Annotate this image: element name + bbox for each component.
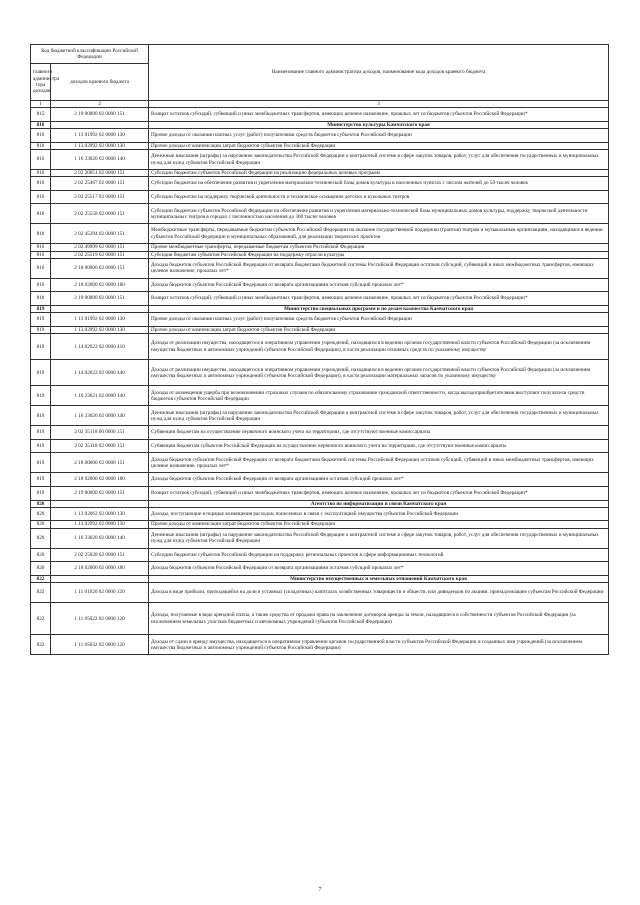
table-row	[31, 108, 609, 122]
revenue-codes-table	[30, 44, 609, 655]
table-row	[31, 528, 609, 548]
revenue-code-cell	[51, 500, 149, 507]
revenue-name-cell: Министерство культуры Камчатского края	[149, 121, 609, 128]
admin-code-cell: 822	[31, 575, 51, 582]
admin-code-cell: 820	[31, 521, 51, 528]
revenue-code-cell: 1 14 02022 02 0000 410	[51, 334, 149, 360]
section-row	[31, 500, 609, 507]
section-row	[31, 575, 609, 582]
revenue-code-cell: 2 02 20051 02 0000 151	[51, 169, 149, 176]
revenue-name-cell: Доходы от реализации имущества, находящегося в оперативном управлении учреждений, находящихся в ведении органов государственной власти субъектов Российской Федерации (за исключением имущества бюджетных и автономных учреждений субъектов Российской Федерации), в части реализации материальных запасов по указанному имуществу	[149, 360, 609, 386]
admin-code-cell: 819	[31, 360, 51, 386]
header-num-2: 2	[51, 101, 149, 108]
revenue-name-cell: Министерство имущественных и земельных отношений Камчатского края	[149, 575, 609, 582]
table-row	[31, 204, 609, 224]
revenue-name-cell: Прочие межбюджетные трансферты, передаваемые бюджетам субъектов Российской Федерации	[149, 244, 609, 251]
revenue-code-cell: 2 18 02000 02 0000 180	[51, 278, 149, 292]
admin-code-cell: 816	[31, 142, 51, 149]
revenue-name-cell: Возврат остатков субсидий, субвенций и иных межбюджетных трансфертов, имеющих целевое назначение, прошлых лет из бюджетов субъектов Российской Федерации*	[149, 486, 609, 500]
admin-code-cell: 819	[31, 313, 51, 327]
admin-code-cell: 816	[31, 278, 51, 292]
revenue-code-cell: 2 02 35118 02 0000 151	[51, 439, 149, 453]
table-row	[31, 562, 609, 576]
revenue-code-cell	[51, 575, 149, 582]
table-body	[31, 108, 609, 655]
revenue-code-cell: 1 16 23021 02 0000 140	[51, 386, 149, 406]
revenue-name-cell: Возврат остатков субсидий, субвенций и иных межбюджетных трансфертов, имеющих целевое назначение, прошлых лет из бюджетов субъектов Российской Федерации*	[149, 292, 609, 306]
admin-code-cell: 819	[31, 453, 51, 473]
revenue-code-cell: 1 13 02992 02 0000 130	[51, 326, 149, 333]
revenue-code-cell: 1 13 01992 02 0000 130	[51, 129, 149, 143]
admin-code-cell: 816	[31, 251, 51, 258]
admin-code-cell: 822	[31, 635, 51, 655]
revenue-code-cell: 2 02 45394 02 0000 151	[51, 224, 149, 244]
revenue-code-cell: 1 13 02062 02 0000 130	[51, 507, 149, 521]
revenue-code-cell: 1 16 33020 02 0000 140	[51, 406, 149, 426]
revenue-code-cell: 2 19 00000 02 0000 151	[51, 486, 149, 500]
revenue-code-cell: 2 02 35118 00 0000 151	[51, 426, 149, 440]
revenue-code-cell: 1 13 02992 02 0000 130	[51, 142, 149, 149]
revenue-code-cell: 2 19 00000 02 0000 151	[51, 292, 149, 306]
table-row	[31, 313, 609, 327]
section-row	[31, 121, 609, 128]
table-row	[31, 521, 609, 528]
table-row	[31, 439, 609, 453]
revenue-name-cell: Доходы от возмещения ущерба при возникновении страховых случаев по обязательному страхованию гражданской ответственности, когда выгодоприобретателями выступают получатели средств бюджетов субъектов Российской Федерации	[149, 386, 609, 406]
table-row	[31, 602, 609, 635]
revenue-code-cell: 1 13 01992 02 0000 130	[51, 313, 149, 327]
table-row	[31, 326, 609, 333]
revenue-name-cell: Денежные взыскания (штрафы) за нарушение законодательства Российской Федерации о контрактной системе в сфере закупок товаров, работ, услуг для обеспечения государственных и муниципальных нужд для нужд субъектов Российской Федерации	[149, 528, 609, 548]
revenue-code-cell: 2 18 00000 02 0000 151	[51, 258, 149, 278]
revenue-code-cell: 2 18 02000 02 0000 180	[51, 473, 149, 487]
table-row	[31, 406, 609, 426]
revenue-name-cell: Возврат остатков субсидий, субвенций и иных межбюджетных трансфертов, имеющих целевое назначение, прошлых лет из бюджетов субъектов Российской Федерации*	[149, 108, 609, 122]
admin-code-cell: 820	[31, 507, 51, 521]
revenue-name-cell: Доходы, получаемые в виде арендной платы, а также средства от продажи права на заключение договоров аренды за земли, находящиеся в собственности субъектов Российской Федерации (за исключением земельных участков бюджетных и автономных учреждений субъектов Российской Федерации)	[149, 602, 609, 635]
header-group-title: Код бюджетной классификации Российской Федерации	[31, 45, 149, 64]
table-row	[31, 177, 609, 191]
admin-code-cell: 816	[31, 258, 51, 278]
page-number: 7	[318, 887, 322, 893]
section-row	[31, 305, 609, 312]
document-page	[30, 44, 609, 655]
revenue-name-cell: Прочие доходы от компенсации затрат бюджетов субъектов Российской Федерации	[149, 326, 609, 333]
table-row	[31, 507, 609, 521]
header-num-1: 1	[31, 101, 51, 108]
revenue-name-cell: Денежные взыскания (штрафы) за нарушение законодательства Российской Федерации о контрактной системе в сфере закупок товаров, работ, услуг для обеспечения государственных и муниципальных нужд для нужд субъектов Российской Федерации	[149, 150, 609, 170]
admin-code-cell: 819	[31, 305, 51, 312]
table-row	[31, 453, 609, 473]
admin-code-cell: 820	[31, 562, 51, 576]
admin-code-cell: 820	[31, 548, 51, 562]
admin-code-cell: 815	[31, 108, 51, 122]
table-row	[31, 150, 609, 170]
admin-code-cell: 816	[31, 204, 51, 224]
table-row	[31, 473, 609, 487]
admin-code-cell: 816	[31, 292, 51, 306]
revenue-code-cell: 1 11 05032 02 0000 120	[51, 635, 149, 655]
revenue-code-cell: 2 02 25519 02 0000 151	[51, 251, 149, 258]
revenue-code-cell: 1 11 01020 02 0000 120	[51, 583, 149, 603]
revenue-name-cell: Субсидии бюджетам на поддержку творческой деятельности и техническое оснащение детских и кукольных театров	[149, 190, 609, 204]
table-row	[31, 334, 609, 360]
table-row	[31, 142, 609, 149]
revenue-code-cell: 2 18 02000 02 0000 180	[51, 562, 149, 576]
table-row	[31, 258, 609, 278]
admin-code-cell: 819	[31, 406, 51, 426]
table-row	[31, 129, 609, 143]
revenue-name-cell: Доходы бюджетов субъектов Российской Федерации от возврата бюджетами бюджетной системы Российской Федерации остатков субсидий, субвенций и иных межбюджетных трансфертов, имеющих целевое назначение, прошлых лет*	[149, 453, 609, 473]
revenue-code-cell	[51, 305, 149, 312]
table-row	[31, 583, 609, 603]
revenue-code-cell: 2 02 25558 02 0000 151	[51, 204, 149, 224]
revenue-code-cell: 1 11 05022 02 0000 120	[51, 602, 149, 635]
revenue-name-cell: Доходы от сдачи в аренду имущества, находящегося в оперативном управлении органов государственной власти субъектов Российской Федерации и созданных ими учреждений (за исключением имущества бюджетных и автономных учреждений субъектов Российской Федерации)	[149, 635, 609, 655]
revenue-name-cell: Прочие доходы от оказания платных услуг (работ) получателями средств бюджетов субъектов Российской Федерации	[149, 313, 609, 327]
admin-code-cell: 816	[31, 190, 51, 204]
admin-code-cell: 816	[31, 150, 51, 170]
table-row	[31, 486, 609, 500]
revenue-name-cell: Субвенции бюджетам на осуществление первичного воинского учета на территориях, где отсутствуют военные комиссариаты	[149, 426, 609, 440]
revenue-name-cell: Субсидия бюджетам субъектов Российской Федерации на поддержку отрасли культуры	[149, 251, 609, 258]
admin-code-cell: 820	[31, 528, 51, 548]
revenue-code-cell: 1 13 02992 02 0000 130	[51, 521, 149, 528]
revenue-name-cell: Прочие доходы от компенсации затрат бюджетов субъектов Российской Федерации	[149, 142, 609, 149]
table-row	[31, 224, 609, 244]
revenue-name-cell: Доходы от реализации имущества, находящегося в оперативном управлении учреждений, находящихся в ведении органов государственной власти субъектов Российской Федерации (за исключением имущества бюджетных и автономных учреждений субъектов Российской Федерации), в части реализации основных средств по указанному имуществу	[149, 334, 609, 360]
revenue-name-cell: Денежные взыскания (штрафы) за нарушение законодательства Российской Федерации о контрактной системе в сфере закупок товаров, работ, услуг для обеспечения государственных и муниципальных нужд для нужд субъектов Российской Федерации	[149, 406, 609, 426]
table-row	[31, 548, 609, 562]
admin-code-cell: 822	[31, 602, 51, 635]
header-name-column: Наименование главного администратора доходов, наименование кода доходов краевого бюджета	[149, 45, 609, 101]
admin-code-cell: 816	[31, 244, 51, 251]
revenue-name-cell: Прочие доходы от оказания платных услуг (работ) получателями средств бюджетов субъектов Российской Федерации	[149, 129, 609, 143]
revenue-code-cell	[51, 121, 149, 128]
revenue-code-cell: 2 18 00000 02 0000 151	[51, 453, 149, 473]
admin-code-cell: 819	[31, 426, 51, 440]
admin-code-cell: 819	[31, 334, 51, 360]
admin-code-cell: 816	[31, 224, 51, 244]
table-row	[31, 169, 609, 176]
revenue-name-cell: Агентство по информатизации и связи Камчатского края	[149, 500, 609, 507]
revenue-code-cell: 1 14 02022 02 0000 440	[51, 360, 149, 386]
revenue-code-cell: 1 16 33020 02 0000 140	[51, 528, 149, 548]
revenue-name-cell: Доходы бюджетов субъектов Российской Федерации от возврата организациями остатков субсидий прошлых лет*	[149, 562, 609, 576]
header-code-column: доходов краевого бюджета	[51, 64, 149, 101]
revenue-name-cell: Субсидии бюджетам субъектов Российской Федерации на поддержку региональных проектов в сфере информационных технологий	[149, 548, 609, 562]
revenue-name-cell: Доходы бюджетов субъектов Российской Федерации от возврата бюджетами бюджетной системы Российской Федерации остатков субсидий, субвенций и иных межбюджетных трансфертов, имеющих целевое назначение, прошлых лет*	[149, 258, 609, 278]
revenue-name-cell: Министерство специальных программ и по делам казачества Камчатского края	[149, 305, 609, 312]
revenue-code-cell: 2 02 49999 02 0000 151	[51, 244, 149, 251]
revenue-name-cell: Доходы, поступающие в порядке возмещения расходов, понесенных в связи с эксплуатацией имущества субъектов Российской Федерации	[149, 507, 609, 521]
table-row	[31, 244, 609, 251]
table-row	[31, 360, 609, 386]
header-num-3: 3	[149, 101, 609, 108]
table-row	[31, 635, 609, 655]
revenue-code-cell: 2 02 25028 02 0000 151	[51, 548, 149, 562]
revenue-code-cell: 1 16 33020 02 0000 140	[51, 150, 149, 170]
revenue-name-cell: Субсидии бюджетам на обеспечение развития и укрепления материально-технической базы домов культуры в населенных пунктах с числом жителей до 50 тысяч человек	[149, 177, 609, 191]
admin-code-cell: 819	[31, 326, 51, 333]
table-row	[31, 251, 609, 258]
admin-code-cell: 816	[31, 169, 51, 176]
admin-code-cell: 819	[31, 386, 51, 406]
admin-code-cell: 816	[31, 177, 51, 191]
revenue-name-cell: Доходы бюджетов субъектов Российской Федерации от возврата организациями остатков субсидий прошлых лет*	[149, 473, 609, 487]
table-row	[31, 386, 609, 406]
header-admin-column: главного администра тора доходов	[31, 64, 51, 101]
revenue-name-cell: Субсидии бюджетам субъектов Российской Федерации на реализацию федеральных целевых программ	[149, 169, 609, 176]
admin-code-cell: 816	[31, 121, 51, 128]
admin-code-cell: 822	[31, 583, 51, 603]
revenue-name-cell: Субвенции бюджетам субъектов Российской Федерации на осуществление первичного воинского учета на территориях, где отсутствуют военные комиссариаты	[149, 439, 609, 453]
table-row	[31, 278, 609, 292]
admin-code-cell: 820	[31, 500, 51, 507]
table-row	[31, 292, 609, 306]
revenue-code-cell: 2 02 25517 02 0000 151	[51, 190, 149, 204]
revenue-name-cell: Субсидии бюджетам субъектов Российской Федерации на обеспечение развития и укрепления материально-технической базы муниципальных домов культуры, поддержку творческой деятельности муниципальных театров в городах с численностью населения до 300 тысяч человек	[149, 204, 609, 224]
admin-code-cell: 819	[31, 486, 51, 500]
table-row	[31, 190, 609, 204]
table-row	[31, 426, 609, 440]
admin-code-cell: 816	[31, 129, 51, 143]
revenue-name-cell: Доходы бюджетов субъектов Российской Федерации от возврата организациями остатков субсидий прошлых лет*	[149, 278, 609, 292]
admin-code-cell: 819	[31, 439, 51, 453]
revenue-code-cell: 2 02 25467 02 0000 151	[51, 177, 149, 191]
revenue-name-cell: Прочие доходы от компенсации затрат бюджетов субъектов Российской Федерации	[149, 521, 609, 528]
revenue-code-cell: 2 19 00000 02 0000 151	[51, 108, 149, 122]
revenue-name-cell: Межбюджетные трансферты, передаваемые бюджетам субъектов Российской Федерации на оказание государственной поддержки (грантов) театрам и музыкальным организациям, находящимся в ведении субъектов Российской Федерации и муниципальных образований, для реализации творческих проектов	[149, 224, 609, 244]
admin-code-cell: 819	[31, 473, 51, 487]
revenue-name-cell: Доходы в виде прибыли, приходящейся на доли в уставных (складочных) капиталах хозяйственных товариществ и обществ, или дивидендов по акциям, принадлежащим субъектам Российской Федерации	[149, 583, 609, 603]
